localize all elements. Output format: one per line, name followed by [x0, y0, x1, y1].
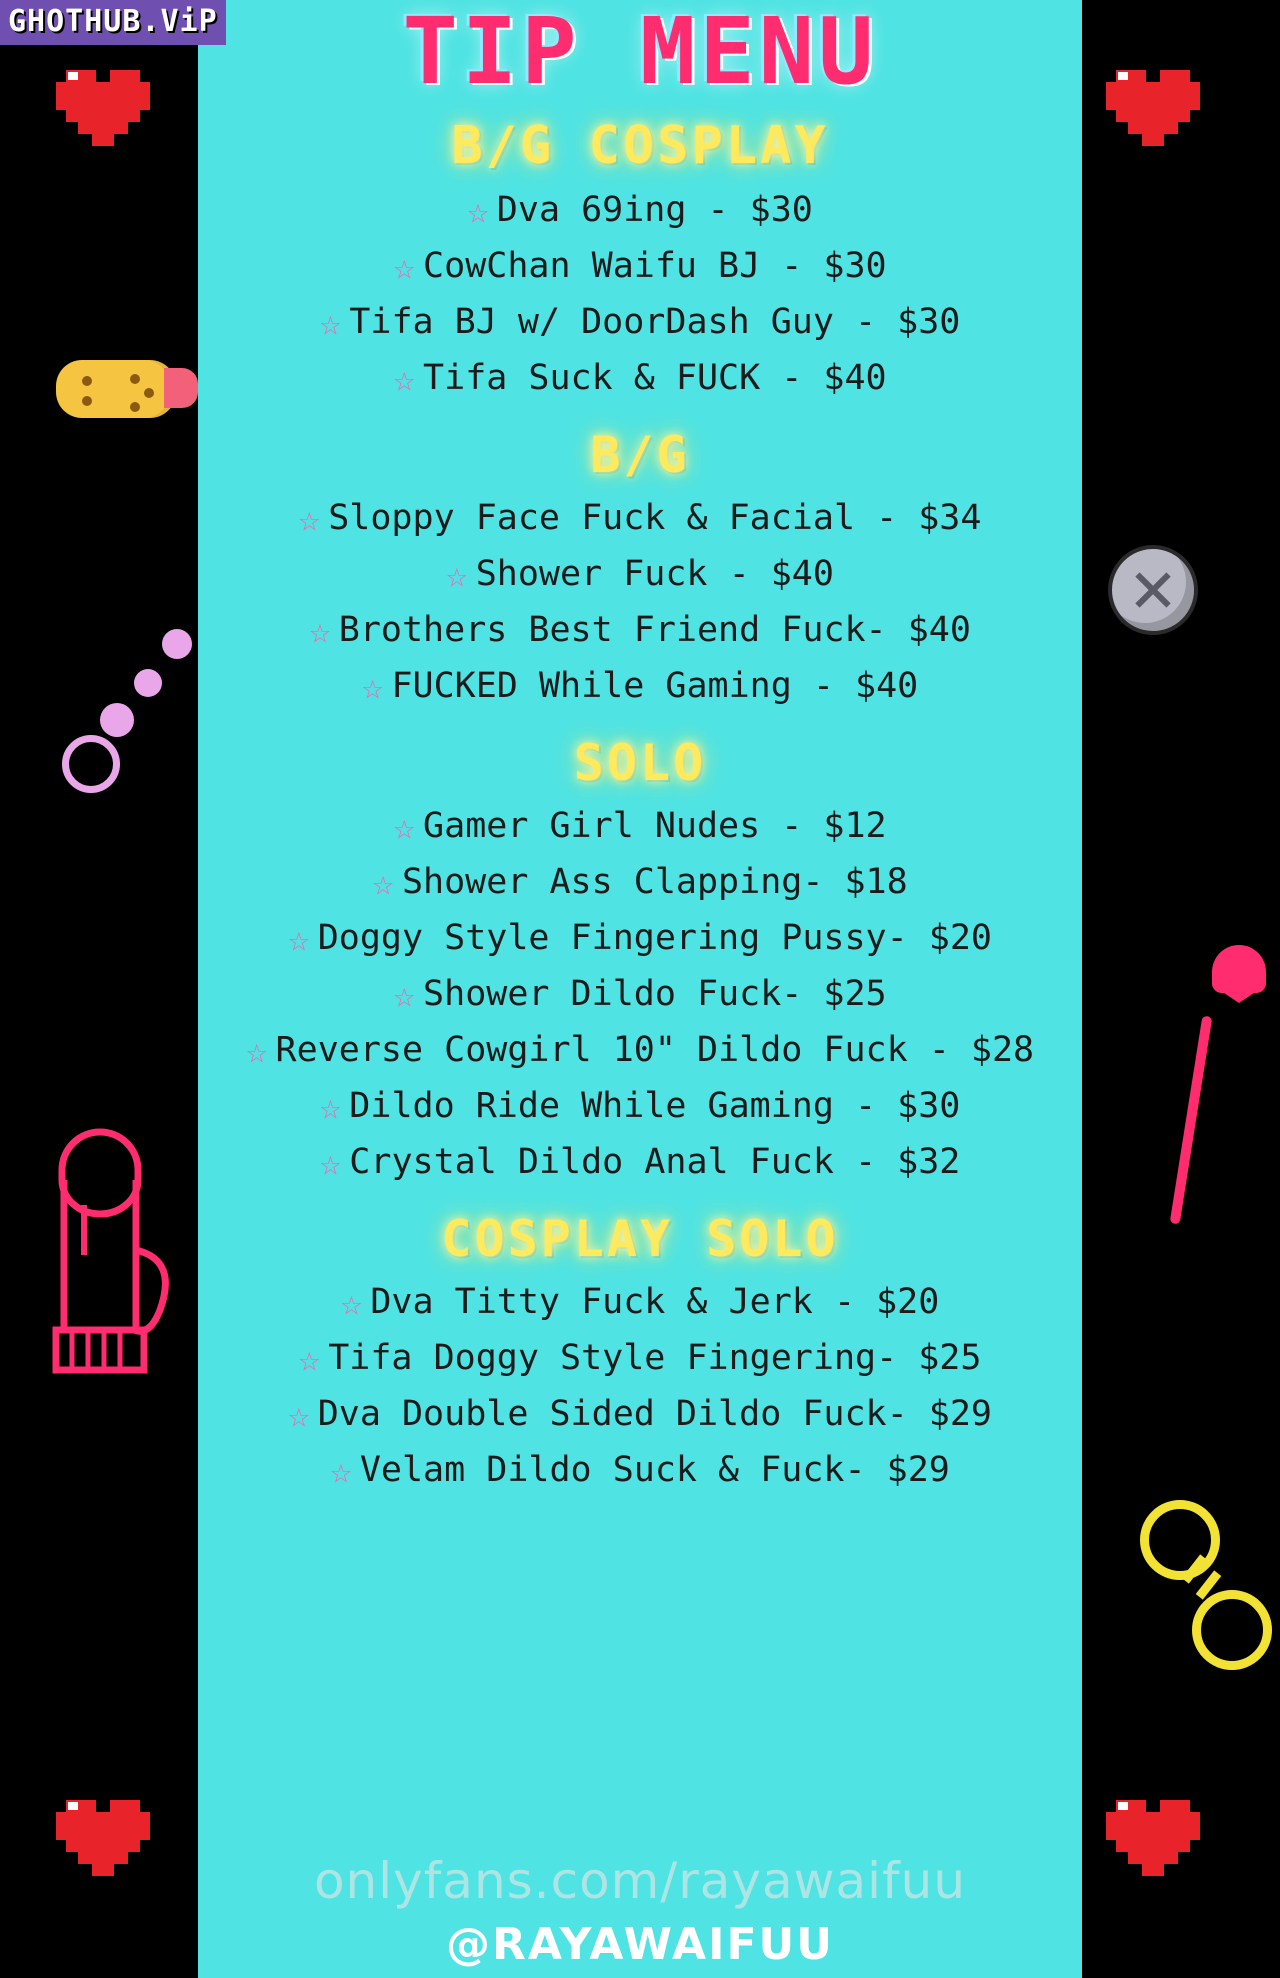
page-title: TIP MENU — [402, 0, 878, 105]
menu-item — [198, 1086, 1082, 1128]
menu-item — [198, 1142, 1082, 1184]
wand-vibrator-icon — [1150, 935, 1280, 1265]
star-icon: ☆ — [288, 1395, 310, 1436]
menu-item-label: Brothers Best Friend Fuck- $40 — [338, 610, 971, 650]
menu-item-label: Tifa Doggy Style Fingering- $25 — [328, 1338, 982, 1378]
star-icon: ☆ — [446, 555, 468, 596]
menu-item — [198, 1450, 1082, 1492]
anal-beads-icon — [50, 625, 200, 785]
star-icon: ☆ — [288, 919, 310, 960]
menu-item — [198, 190, 1082, 232]
pixel-heart-icon-top-right — [1106, 60, 1202, 146]
star-icon: ☆ — [393, 807, 416, 848]
menu-item — [198, 862, 1082, 904]
section-heading-solo: SOLO — [573, 734, 707, 792]
star-icon: ☆ — [330, 1451, 352, 1492]
menu-list-bg-cosplay — [198, 190, 1082, 400]
menu-item — [198, 358, 1082, 400]
pokeball-icon — [1108, 545, 1198, 635]
menu-item-label: Crystal Dildo Anal Fuck - $32 — [349, 1142, 961, 1182]
menu-item — [198, 918, 1082, 960]
onlyfans-url-watermark: onlyfans.com/rayawaifuu — [313, 1852, 967, 1910]
pixel-heart-icon — [56, 60, 152, 146]
menu-item-label: Gamer Girl Nudes - $12 — [423, 806, 887, 846]
menu-item-label: Tifa Suck & FUCK - $40 — [423, 358, 887, 398]
menu-item — [198, 554, 1082, 596]
menu-item-label: CowChan Waifu BJ - $30 — [423, 246, 887, 286]
star-icon: ☆ — [361, 667, 384, 708]
star-icon: ☆ — [309, 611, 331, 652]
menu-item-label: Tifa BJ w/ DoorDash Guy - $30 — [349, 302, 961, 342]
star-icon: ☆ — [393, 359, 416, 400]
section-heading-cosplay-solo: COSPLAY SOLO — [441, 1210, 839, 1268]
menu-item — [198, 1338, 1082, 1380]
menu-item-label: Sloppy Face Fuck & Facial - $34 — [328, 498, 982, 538]
star-icon: ☆ — [298, 1339, 321, 1380]
menu-item — [198, 246, 1082, 288]
menu-item — [198, 498, 1082, 540]
section-heading-bg-cosplay: B/G COSPLAY — [451, 116, 829, 176]
menu-item-label: Reverse Cowgirl 10" Dildo Fuck - $28 — [275, 1030, 1035, 1070]
menu-item — [198, 302, 1082, 344]
star-icon: ☆ — [298, 499, 321, 540]
star-icon: ☆ — [393, 247, 416, 288]
menu-item-label: Shower Fuck - $40 — [475, 554, 834, 594]
menu-item-label: Dva Titty Fuck & Jerk - $20 — [370, 1282, 940, 1322]
star-icon: ☆ — [372, 863, 394, 904]
star-icon: ☆ — [319, 1087, 342, 1128]
dildo-svg — [22, 1100, 182, 1400]
menu-item — [198, 666, 1082, 708]
menu-item — [198, 1394, 1082, 1436]
menu-item-label: FUCKED While Gaming - $40 — [391, 666, 919, 706]
menu-list-solo — [198, 806, 1082, 1184]
star-icon: ☆ — [319, 1143, 342, 1184]
star-icon: ☆ — [340, 1283, 363, 1324]
creator-handle: @RAYAWAIFUU — [446, 1919, 834, 1970]
menu-item-label: Dva 69ing - $30 — [496, 190, 813, 230]
star-icon: ☆ — [393, 975, 416, 1016]
star-icon: ☆ — [467, 191, 489, 232]
menu-item — [198, 610, 1082, 652]
star-icon: ☆ — [319, 303, 342, 344]
menu-item — [198, 806, 1082, 848]
tip-menu-panel — [198, 0, 1082, 1978]
menu-item-label: Dva Double Sided Dildo Fuck- $29 — [317, 1394, 992, 1434]
menu-item — [198, 1030, 1082, 1072]
menu-item — [198, 1282, 1082, 1324]
menu-item-label: Shower Dildo Fuck- $25 — [423, 974, 887, 1014]
menu-item-label: Shower Ass Clapping- $18 — [401, 862, 908, 902]
handcuffs-icon — [1130, 1490, 1270, 1700]
site-watermark: GHOTHUB.ViP — [0, 0, 226, 45]
menu-item — [198, 974, 1082, 1016]
star-icon: ☆ — [245, 1031, 268, 1072]
menu-item-label: Velam Dildo Suck & Fuck- $29 — [359, 1450, 950, 1490]
menu-item-label: Dildo Ride While Gaming - $30 — [349, 1086, 961, 1126]
menu-item-label: Doggy Style Fingering Pussy- $20 — [317, 918, 992, 958]
dildo-icon — [22, 1100, 182, 1400]
menu-list-cosplay-solo — [198, 1282, 1082, 1492]
game-controller-icon — [46, 350, 196, 440]
section-heading-bg: B/G — [590, 426, 690, 484]
menu-list-bg — [198, 498, 1082, 708]
